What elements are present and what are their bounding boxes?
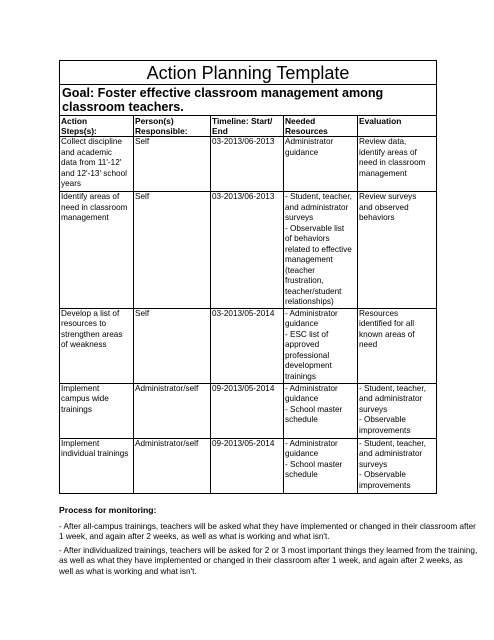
header-resources: Needed Resources: [285, 116, 328, 136]
monitoring-title: Process for monitoring:: [59, 505, 157, 515]
timeline-cell: 03-2013/06-2013: [212, 192, 275, 201]
step-cell: Collect discipline and academic data from 11'-12' and 12'-13' school years: [61, 137, 127, 188]
evaluation-cell: Resources identified for all known areas of need: [359, 308, 415, 349]
step-cell: Implement individual trainings: [61, 438, 129, 458]
table-row: [60, 438, 437, 493]
header-persons: Person(s) Responsible:: [135, 116, 188, 136]
timeline-cell: 03-2013/05-2014: [212, 308, 275, 318]
timeline-cell: 09-2013/05-2014: [212, 438, 275, 448]
person-cell: Self: [135, 308, 150, 318]
monitoring-section: [59, 505, 479, 581]
table-row: [60, 192, 437, 309]
evaluation-cell: - Student, teacher, and administrator surveys - Observable improvements: [359, 438, 426, 490]
resources-cell: - Student, teacher, and administrator surveys - Observable list of behaviors related to effective management (teacher frustration, teacher/student relationships): [285, 192, 352, 306]
monitoring-item: - After all-campus trainings, teachers will be asked what they have implemented or changed in their classroom after 1 week, and again after 2 weeks, as well as what is working and what isn't.: [59, 521, 476, 542]
header-timeline: Timeline: Start/ End: [212, 116, 273, 136]
resources-cell: - Administrator guidance - ESC list of approved professional development trainings: [285, 308, 338, 381]
evaluation-cell: Review surveys and observed behaviors: [359, 192, 417, 222]
header-steps: Action Steps(s):: [61, 116, 97, 136]
timeline-cell: 03-2013/06-2013: [212, 137, 275, 146]
resources-cell: Administrator guidance: [285, 137, 334, 157]
step-cell: Develop a list of resources to strengthen areas of weakness: [61, 308, 123, 349]
action-plan-table: [59, 60, 437, 494]
person-cell: Self: [135, 137, 150, 146]
monitoring-item: - After individualized trainings, teachers will be asked for 2 or 3 most important things they learned from the training, as well as what they have implemented or changed in their classroom after 1 week, and again after 2 weeks, as well as what is working and what isn't.: [59, 545, 478, 576]
goal-statement: Goal: Foster effective classroom management among classroom teachers.: [60, 85, 437, 116]
page-title: Action Planning Template: [60, 61, 437, 85]
person-cell: Administrator/self: [135, 438, 199, 448]
person-cell: Administrator/self: [135, 383, 199, 393]
table-row: [60, 383, 437, 438]
step-cell: Identify areas of need in classroom management: [61, 192, 128, 222]
timeline-cell: 09-2013/05-2014: [212, 383, 275, 393]
table-row: [60, 308, 437, 383]
table-row: [60, 137, 437, 192]
resources-cell: - Administrator guidance - School master schedule: [285, 383, 343, 424]
evaluation-cell: Review data, identify areas of need in classroom management: [359, 137, 426, 178]
person-cell: Self: [135, 192, 150, 201]
evaluation-cell: - Student, teacher, and administrator surveys - Observable improvements: [359, 383, 426, 435]
step-cell: Implement campus wide trainings: [61, 383, 109, 414]
header-evaluation: Evaluation: [359, 116, 402, 126]
resources-cell: - Administrator guidance - School master schedule: [285, 438, 343, 479]
header-row: [60, 116, 437, 137]
